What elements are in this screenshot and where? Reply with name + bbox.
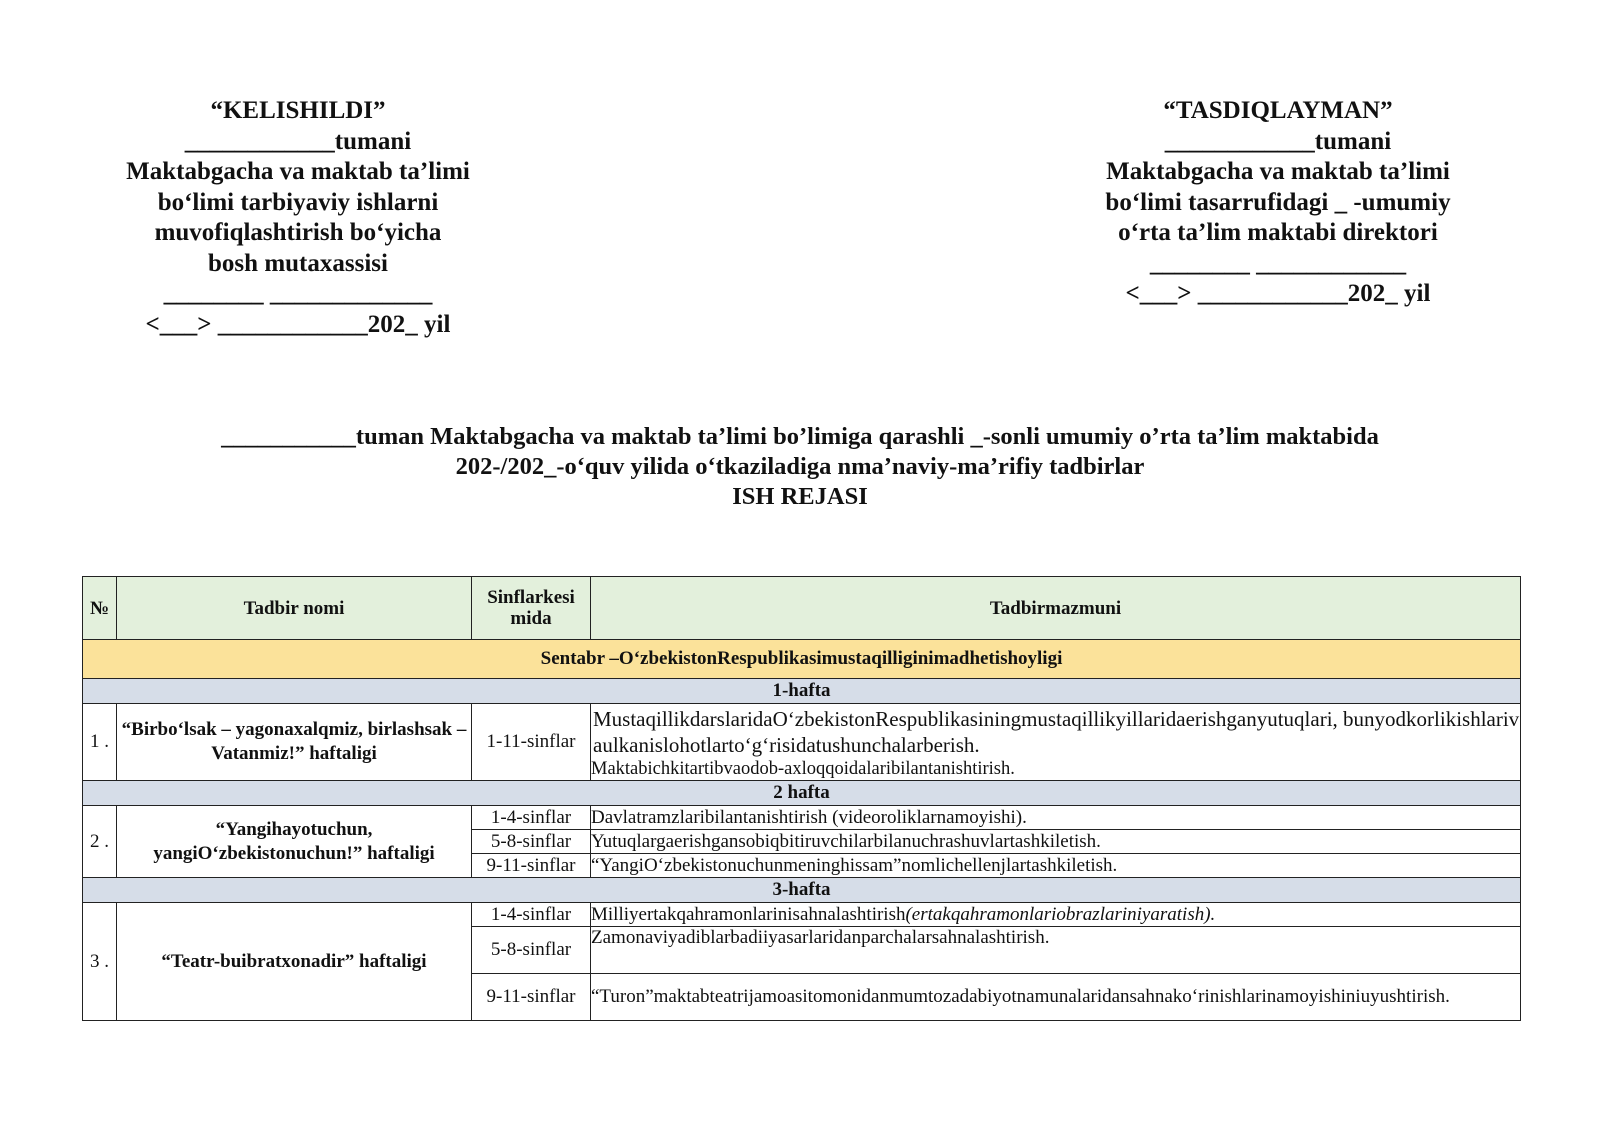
- event-content: “Turon”maktabteatrijamoasitomonidanmumtozadabiyotnamunalaridansahnako‘rinishlarinamoyishiniuyushtirish.: [591, 974, 1521, 1021]
- content-italic: (ertakqahramonlariobrazlariniyaratish).: [905, 903, 1216, 925]
- event-name: “Yangihayotuchun, yangiO‘zbekistonuchun!” haftaligi: [117, 806, 472, 878]
- class-range: 9-11-sinflar: [472, 854, 591, 878]
- department-line: Maktabgacha va maktab ta’limi: [126, 158, 470, 185]
- title-line-3: ISH REJASI: [732, 483, 868, 510]
- event-content: “YangiO‘zbekistonuchunmeninghissam”nomlichellenjlartashkiletish.: [591, 854, 1521, 878]
- class-range: 1-4-sinflar: [472, 806, 591, 830]
- signature-line: ________ ____________: [1149, 249, 1407, 277]
- date-line: <___> ____________202_ yil: [1125, 280, 1431, 307]
- row-number: 2 .: [83, 806, 117, 878]
- header-event-name: Tadbir nomi: [117, 577, 472, 640]
- event-content: Zamonaviyadiblarbadiiyasarlaridanparchalarsahnalashtirish.: [591, 927, 1521, 974]
- event-content: [591, 903, 1521, 927]
- month-label: Sentabr –O‘zbekistonRespublikasimustaqilliginimadhetishoyligi: [83, 640, 1521, 679]
- table-header-row: [83, 577, 1521, 640]
- table-row: [83, 806, 1521, 830]
- content-text: Milliyertakqahramonlarinisahnalashtirish: [591, 903, 906, 925]
- week-label: 2 hafta: [83, 781, 1521, 806]
- work-plan-table: [82, 576, 1521, 1021]
- header-classes: Sinflarkesi mida: [472, 577, 591, 640]
- event-content: Davlatramzlaribilantanishtirish (videoroliklarnamoyishi).: [591, 806, 1521, 830]
- title-line-1: ___________tuman Maktabgacha va maktab ta’limi bo’limiga qarashli _-sonli umumiy o’rta ta’lim maktabida: [221, 423, 1379, 450]
- district-line: ____________tumani: [184, 127, 412, 155]
- position-line: o‘rta ta’lim maktabi direktori: [1118, 219, 1438, 246]
- class-range: 5-8-sinflar: [472, 927, 591, 974]
- table-row: [83, 903, 1521, 927]
- position-line: muvofiqlashtirish bo‘yicha: [154, 219, 442, 246]
- content-extra: Maktabichkitartibvaodob-axloqqoidalaribilantanishtirish.: [591, 759, 1015, 779]
- department-line: bo‘limi tarbiyaviy ishlarni: [157, 188, 439, 216]
- header-content: Tadbirmazmuni: [591, 577, 1521, 640]
- district-line: ____________tumani: [1164, 127, 1392, 155]
- left-approval-block: [98, 96, 498, 340]
- class-range: 5-8-sinflar: [472, 830, 591, 854]
- approval-heading: “KELISHILDI”: [210, 97, 386, 124]
- class-range: 1-4-sinflar: [472, 903, 591, 927]
- signature-line: ________ _____________: [163, 280, 433, 307]
- approval-heading: “TASDIQLAYMAN”: [1163, 97, 1393, 124]
- week-row: [83, 781, 1521, 806]
- header-number: №: [83, 577, 117, 640]
- department-line: Maktabgacha va maktab ta’limi: [1106, 158, 1450, 185]
- week-label: 3-hafta: [83, 878, 1521, 903]
- table-row: [83, 704, 1521, 781]
- event-content: Yutuqlargaerishgansobiqbitiruvchilarbilanuchrashuvlartashkiletish.: [591, 830, 1521, 854]
- class-range: 9-11-sinflar: [472, 974, 591, 1021]
- content-main: MustaqillikdarslaridaO‘zbekistonRespublikasiningmustaqillikyillaridaerishganyutuqlari, bunyodkorlikishlarivaulkanislohotlarto‘g‘risidatushunchalarberish.: [593, 707, 1520, 757]
- month-row: [83, 640, 1521, 679]
- event-name: “Teatr-buibratxonadir” haftaligi: [117, 903, 472, 1021]
- week-row: [83, 878, 1521, 903]
- event-content: [591, 704, 1521, 781]
- event-name: “Birbo‘lsak – yagonaxalqmiz, birlashsak – Vatanmiz!” haftaligi: [117, 704, 472, 781]
- title-line-2: 202-/202_-o‘quv yilida o‘tkaziladiga nma’naviy-ma’rifiy tadbirlar: [455, 453, 1145, 480]
- row-number: 3 .: [83, 903, 117, 1021]
- date-line: <___> ____________202_ yil: [145, 310, 451, 338]
- week-row: [83, 679, 1521, 704]
- department-line: bo‘limi tasarrufidagi _ -umumiy: [1105, 188, 1451, 216]
- class-range: 1-11-sinflar: [472, 704, 591, 781]
- week-label: 1-hafta: [83, 679, 1521, 704]
- row-number: 1 .: [83, 704, 117, 781]
- document-title: [80, 422, 1520, 512]
- right-approval-block: [1068, 96, 1488, 310]
- position-line: bosh mutaxassisi: [208, 249, 388, 277]
